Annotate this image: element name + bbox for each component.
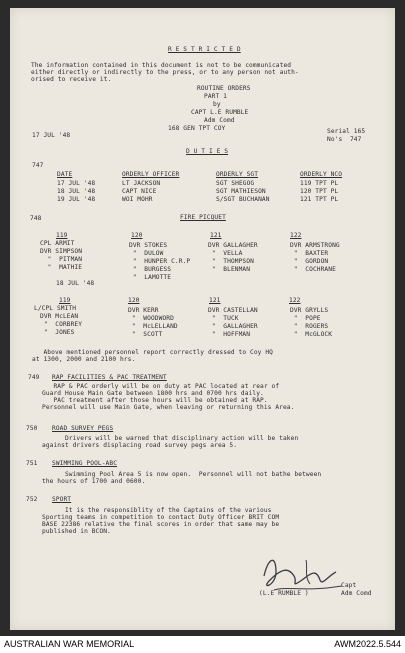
platoon-number: 120 <box>128 297 140 304</box>
section-number: 751 <box>26 460 38 467</box>
picquet-member: " SCOTT <box>128 331 163 338</box>
picquet-member: DVR STOKES <box>129 242 168 249</box>
picquet-member: " LAMOTTE <box>129 274 172 281</box>
serial-number: Serial 165 <box>327 128 366 135</box>
duty-sgt: SGT SHEGOG <box>216 180 255 187</box>
picquet-member: DVR GALLAGHER <box>208 242 258 249</box>
platoon-number: 120 <box>131 232 143 239</box>
picquet-member: " JONES <box>40 329 75 336</box>
restricted-heading: R E S T R I C T E D <box>168 46 241 53</box>
picquet-member: DVR ARMSTRONG <box>290 242 340 249</box>
picquet-member: " BURGESS <box>129 266 172 273</box>
archive-name: AUSTRALIAN WAR MEMORIAL <box>4 639 135 649</box>
picquet-member: " BAXTER <box>290 250 329 257</box>
issuing-appointment: Adm Comd <box>204 117 235 124</box>
section-body: RAP & PAC orderly will be on duty at PAC located at rear of Guard House Main Gate between 1800 hrs and 0700 hrs daily. PAC treatment after those hours will be obtained at RAP. Personnel will use Main Gate, when leaving or returning this Area. <box>42 383 295 411</box>
picquet-member: " WOODWORD <box>128 315 174 322</box>
duty-officer: CAPT NICE <box>122 188 157 195</box>
section-title: RAP FACILITIES & PAC TREATMENT <box>52 374 167 381</box>
section-body: Drivers will be warned that disciplinary action will be taken against drivers displacing road survey pegs area 5. <box>42 435 299 449</box>
order-date: 17 JUL '48 <box>32 132 71 139</box>
section-body: It is the responsiblity of the Captains of the various Sporting teams in competition to contact Duty Officer BRIT COM BASE 22386 relative the final scores in order that same may be published in BCON. <box>42 507 280 535</box>
duty-officer: WOI MOHR <box>122 196 153 203</box>
picquet-member: " THOMPSON <box>208 258 254 265</box>
picquet-member: " PITMAN <box>40 256 83 263</box>
section-number: 750 <box>26 425 38 432</box>
duty-officer: LT JACKSON <box>122 180 161 187</box>
signatory-rank: Capt <box>341 582 357 589</box>
picquet-member: " HOFFMAN <box>208 331 251 338</box>
picquet-member: " DULOW <box>129 250 164 257</box>
platoon-number: 119 <box>59 297 71 304</box>
picquet-member: " McLELLAND <box>128 323 178 330</box>
col-nco-header: ORDERLY NCO <box>300 171 343 178</box>
issuing-officer: CAPT L.E RUMBLE <box>191 109 249 116</box>
section-title: ROAD SURVEY PEGS <box>52 425 114 432</box>
picquet-member: " COCHRANE <box>290 266 336 273</box>
duty-sgt: SGT MATHIESON <box>216 188 266 195</box>
col-sgt-header: ORDERLY SGT <box>216 171 259 178</box>
section-title: SPORT <box>52 496 72 503</box>
picquet-member: " BLENMAN <box>208 266 251 273</box>
picquet-member: DVR SIMPSON <box>40 248 83 255</box>
archive-caption-bar <box>0 636 405 653</box>
duty-date: 17 JUL '48 <box>57 180 96 187</box>
picquet-member: DVR GRYLLS <box>290 307 329 314</box>
picquet-member: " VELLA <box>208 250 243 257</box>
platoon-number: 121 <box>209 297 221 304</box>
picquet-member: " McGLOCK <box>290 331 333 338</box>
unit-name: 168 GEN TPT COY <box>168 125 226 132</box>
duty-date: 19 JUL '48 <box>57 196 96 203</box>
security-notice: The information contained in this document is not to be communicated either directly or indirectly to the press, or to any person not auth- orised to receive it. <box>31 62 299 83</box>
duties-number: 747 <box>32 162 44 169</box>
signatory-name: (L.E RUMBLE ) <box>259 590 309 597</box>
picquet-member: " GALLAGHER <box>208 323 258 330</box>
platoon-number: 119 <box>56 232 68 239</box>
picquet-member: " HUNPER C.R.P <box>129 258 191 265</box>
section-title: SWIMMING POOL-ABC <box>52 460 118 467</box>
picquet-member: DVR KERR <box>128 307 159 314</box>
section-body: Swimming Pool Area 5 is now open. Personnel will not bathe between the hours of 1700 and 0600. <box>42 471 322 485</box>
signatory-appointment: Adm Comd <box>341 590 372 597</box>
section-number: 749 <box>28 374 40 381</box>
col-officer-header: ORDERLY OFFICER <box>122 171 180 178</box>
col-date-header: DATE <box>57 171 73 178</box>
picquet-number: 748 <box>30 215 42 222</box>
archive-reference: AWM2022.5.544 <box>334 639 401 649</box>
picquet-second-date: 18 JUL '48 <box>56 280 95 287</box>
picquet-member: " MATHIE <box>40 264 83 271</box>
duty-sgt: S/SGT BUCHANAN <box>216 196 270 203</box>
duty-nco: 119 TPT PL <box>300 180 339 187</box>
picquet-member: DVR McLEAN <box>40 313 79 320</box>
duties-heading: D U T I E S <box>186 148 229 155</box>
order-numbers: No's 747 <box>327 136 362 143</box>
duty-nco: 120 TPT PL <box>300 188 339 195</box>
part-label: PART 1 <box>204 93 227 100</box>
handwritten-signature <box>246 546 366 606</box>
duty-nco: 121 TPT PL <box>300 196 339 203</box>
platoon-number: 122 <box>289 297 301 304</box>
picquet-member: " POPE <box>290 315 321 322</box>
picquet-member: CPL ARMIT <box>40 240 75 247</box>
picquet-member: " GORDON <box>290 258 329 265</box>
by-label: by <box>213 101 221 108</box>
routine-orders-title: ROUTINE ORDERS <box>197 85 251 92</box>
section-number: 752 <box>26 496 38 503</box>
picquet-member: L/CPL SMITH <box>34 305 77 312</box>
picquet-member: " ROGERS <box>290 323 329 330</box>
picquet-member: DVR CASTELLAN <box>208 307 258 314</box>
picquet-member: " TUCK <box>208 315 239 322</box>
platoon-number: 122 <box>290 232 302 239</box>
picquet-heading: FIRE PICQUET <box>180 214 226 221</box>
picquet-report-instruction: Above mentioned personnel report correctly dressed to Coy HQ at 1300, 2000 and 2100 hrs. <box>32 349 273 363</box>
document-page <box>10 8 395 630</box>
picquet-member: " CORBREY <box>40 321 83 328</box>
duty-date: 18 JUL '48 <box>57 188 96 195</box>
platoon-number: 121 <box>210 232 222 239</box>
